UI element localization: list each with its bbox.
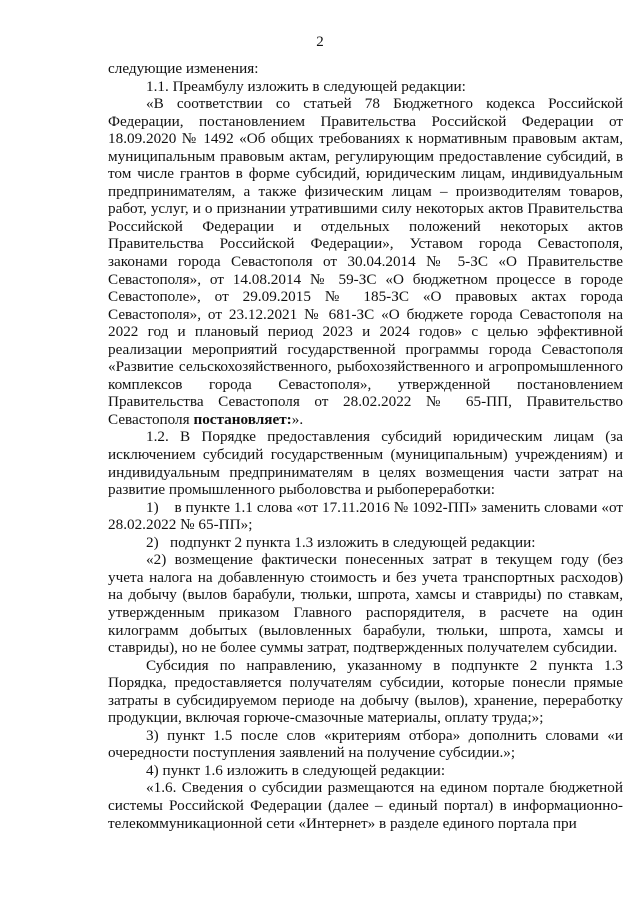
preamble-bold-word: постановляет:	[193, 410, 292, 428]
paragraph-1-6: «1.6. Сведения о субсидии размещаются на едином портале бюджетной системы Российской Федерации (далее – единый портал) в информационно-телекоммуникационной сети «Интернет» в разделе единого портала при	[108, 779, 623, 832]
paragraph-1-2: 1.2. В Порядке предоставления субсидий юридическим лицам (за исключением субсидий государственным (муниципальным) учреждениям) и индивидуальным предпринимателям в целях возмещения части затрат на развитие промышленного рыболовства и рыбопереработки:	[108, 428, 623, 499]
paragraph-item-1: 1) в пункте 1.1 слова «от 17.11.2016 № 1092-ПП» заменить словами «от 28.02.2022 № 65-ПП»;	[108, 498, 627, 534]
page-number: 2	[316, 34, 324, 50]
paragraph-item-3: 3) пункт 1.5 после слов «критериям отбора» дополнить словами «и очередности поступления заявлений на получение субсидии.»;	[108, 726, 623, 762]
document-body	[108, 60, 627, 832]
paragraph-1-1: 1.1. Преамбулу изложить в следующей редакции:	[146, 77, 466, 95]
paragraph-subsidy: Субсидия по направлению, указанному в подпункте 2 пункта 1.3 Порядка, предоставляется получателям субсидии, которые понесли прямые затраты в субсидируемом периоде на добычу (вылов), хранение, переработку продукции, включая горюче-смазочные материалы, оплату труда;»;	[108, 656, 623, 727]
paragraph-item-2: 2) подпункт 2 пункта 1.3 изложить в следующей редакции:	[146, 533, 536, 551]
preamble-text: «В соответствии со статьей 78 Бюджетного кодекса Российской Федерации, постановлением Правительства Российской Федерации от 18.09.2020 № 1492 «Об общих требованиях к нормативным правовым актам, муниципальным правовым актам, регулирующим предоставление субсидий, в том числе грантов в форме субсидий, юридическим лицам, индивидуальным предпринимателям, а также физическим лицам – производителям товаров, работ, услуг, и о признании утратившими силу некоторых актов Правительства Российской Федерации и отдельных положений некоторых актов Правительства Российской Федерации», Уставом города Севастополя, законами города Севастополя от 30.04.2014 № 5-ЗС «О Правительстве Севастополя», от 14.08.2014 № 59-ЗС «О бюджетном процессе в городе Севастополе», от 29.09.2015 № 185-ЗС «О правовых актах города Севастополя», от 23.12.2021 № 681-ЗС «О бюджете города Севастополя на 2022 год и плановый период 2023 и 2024 годов» с целью эффективной реализации мероприятий государственной программы города Севастополя «Развитие сельскохозяйственного, рыбохозяйственного и агропромышленного комплексов города Севастополя», утвержденной постановлением Правительства Севастополя от 28.02.2022 № 65-ПП, Правительство Севастополя	[108, 95, 623, 428]
paragraph-subitem-2-text: «2) возмещение фактически понесенных затрат в текущем году (без учета налога на добавленную стоимость и без учета транспортных расходов) на добычу (вылов барабули, тюльки, шпрота, хамсы и ставриды) по ставкам, утвержденным приказом Главного распорядителя, в расчете на один килограмм добытых (выловленных барабули, тюльки, шпрота, хамсы и ставриды), но не более суммы затрат, подтвержденных получателем субсидии.	[108, 551, 623, 657]
paragraph-intro: следующие изменения:	[108, 60, 259, 77]
preamble-tail: ».	[291, 410, 304, 428]
paragraph-preamble	[108, 95, 623, 428]
paragraph-item-4: 4) пункт 1.6 изложить в следующей редакции:	[146, 761, 446, 779]
